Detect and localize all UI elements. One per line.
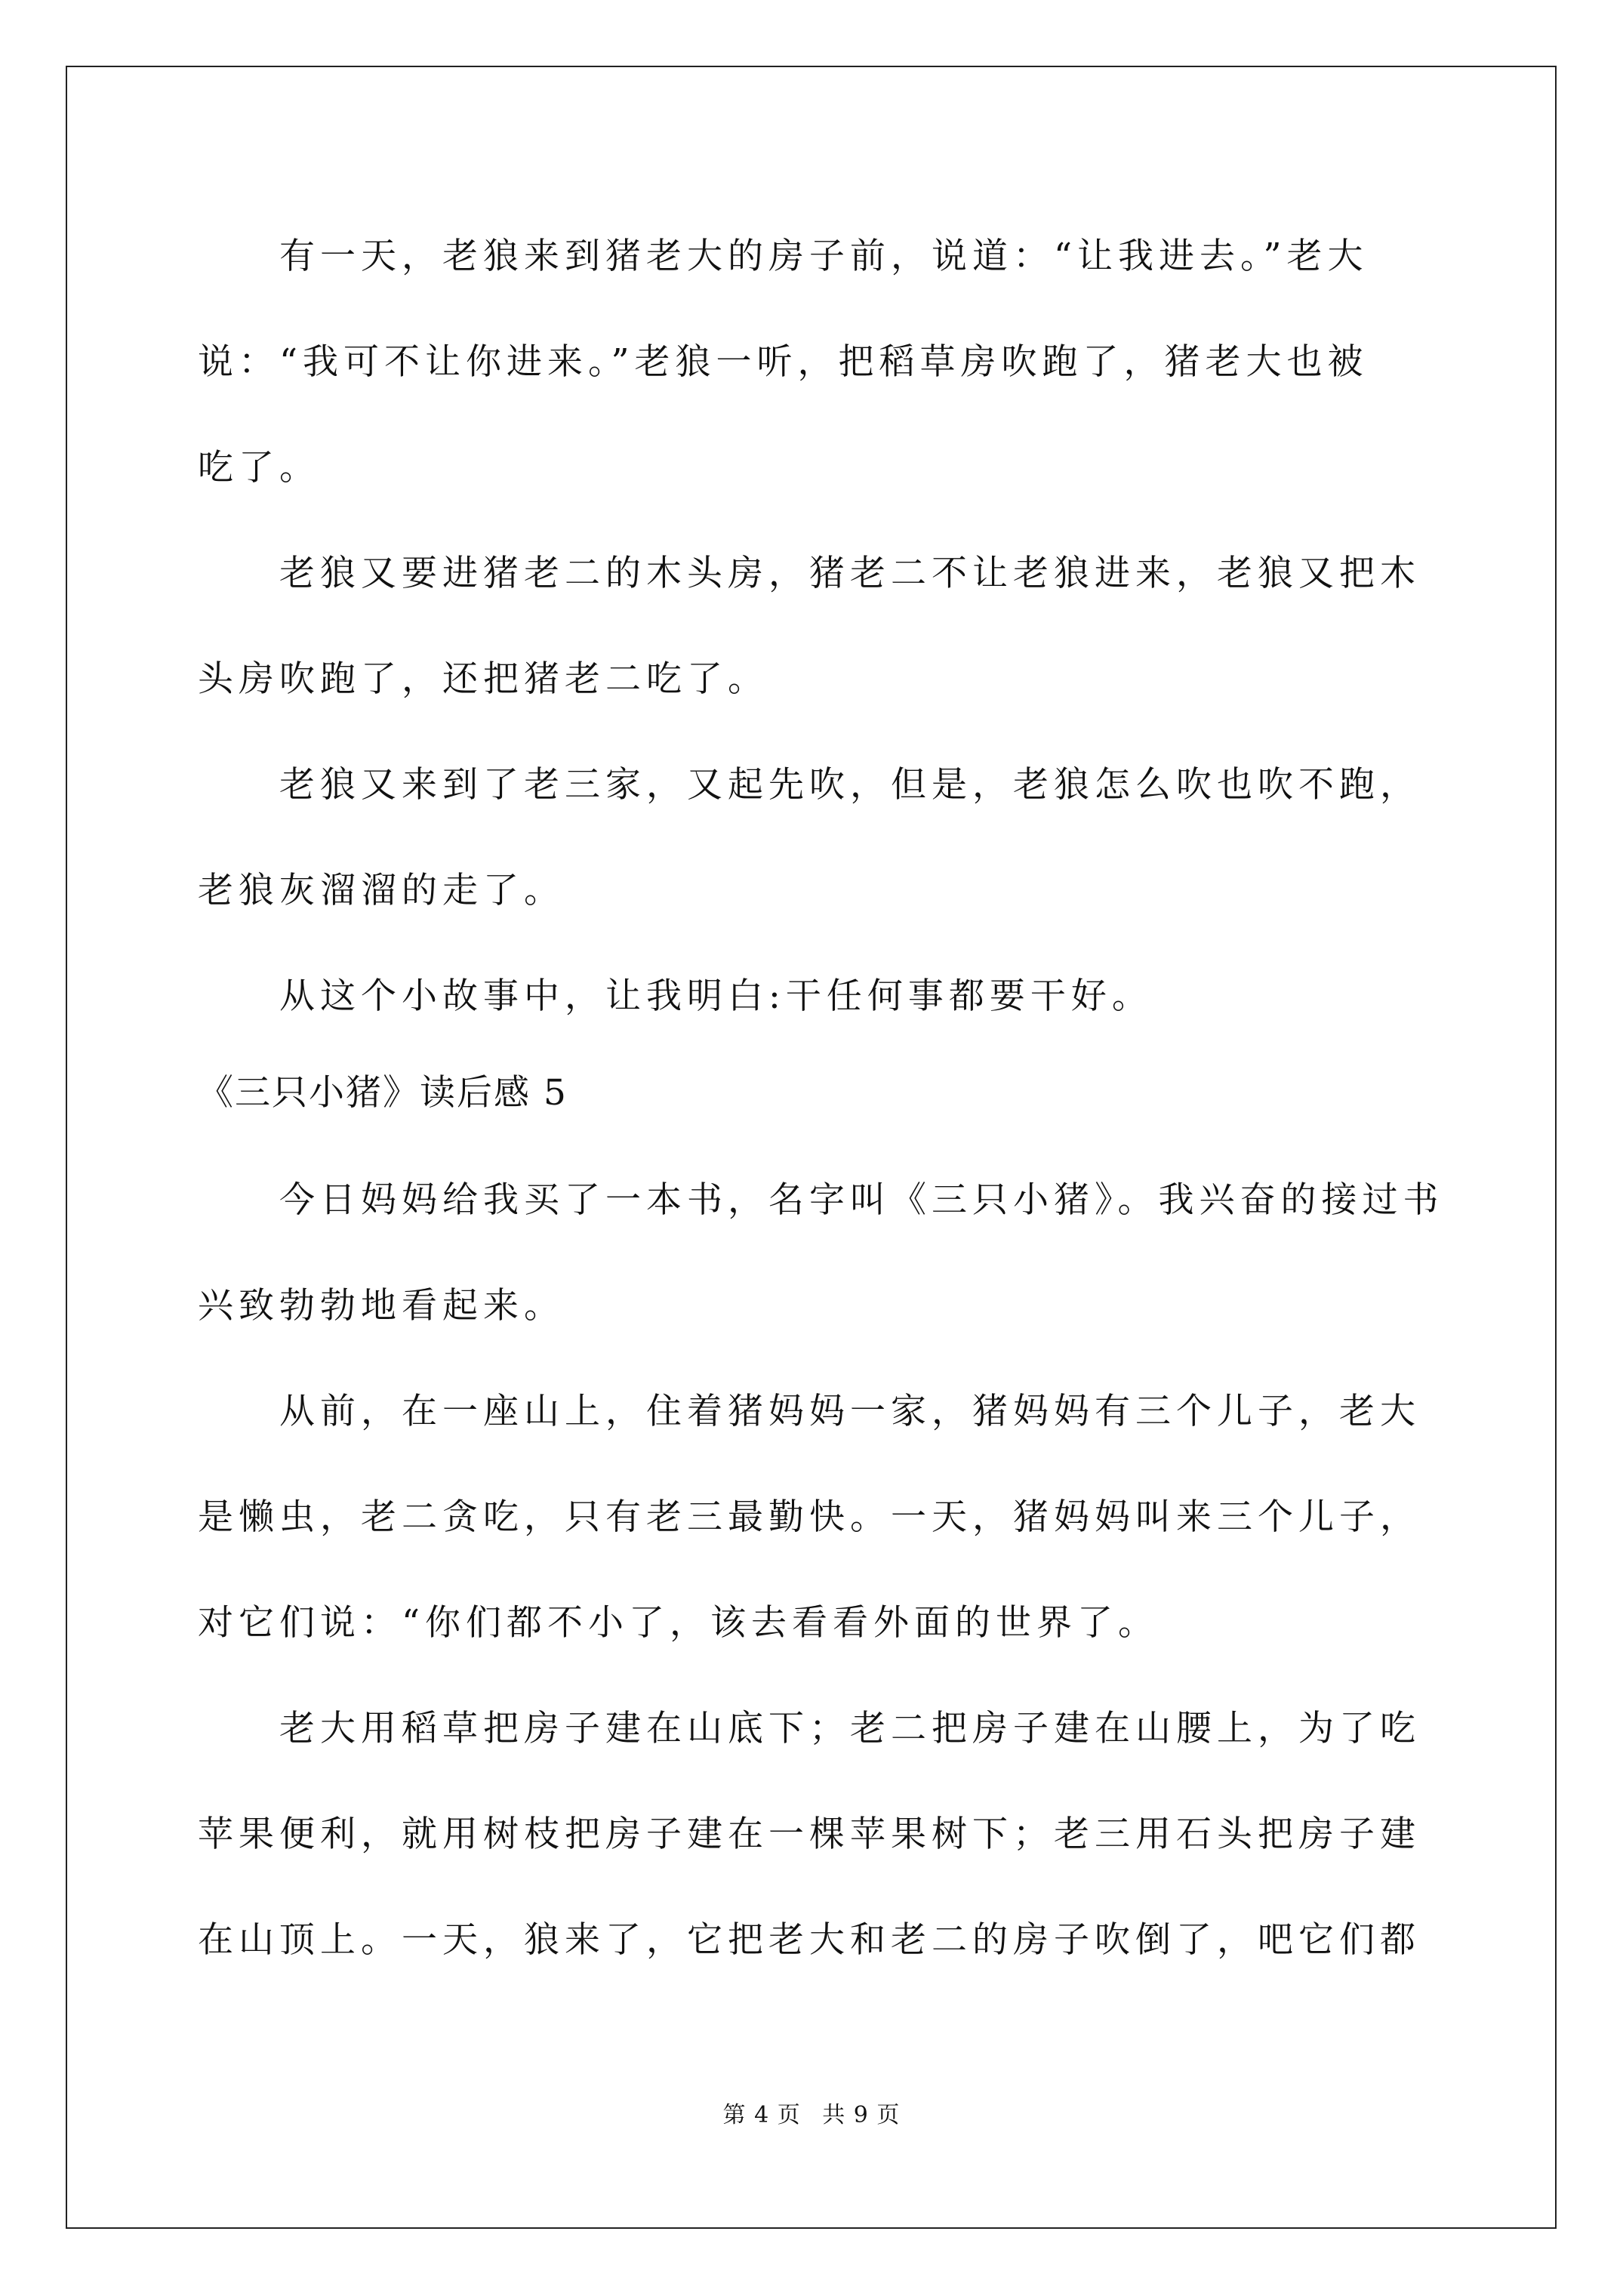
paragraph-line: 说：“我可不让你进来。”老狼一听，把稻草房吹跑了，猪老大也被 xyxy=(198,341,1369,383)
paragraph-line: 今日妈妈给我买了一本书，名字叫《三只小猪》。我兴奋的接过书 xyxy=(279,1179,1444,1221)
paragraph-line: 老狼又来到了老三家，又起先吹，但是，老狼怎么吹也吹不跑， xyxy=(279,764,1421,806)
paragraph-line: 在山顶上。一天，狼来了，它把老大和老二的房子吹倒了，吧它们都 xyxy=(198,1919,1421,1961)
paragraph-line: 老狼又要进猪老二的木头房，猪老二不让老狼进来，老狼又把木 xyxy=(279,553,1421,594)
paragraph-line: 老狼灰溜溜的走了。 xyxy=(198,870,565,911)
paragraph-line: 有一天，老狼来到猪老大的房子前，说道：“让我进去。”老大 xyxy=(279,236,1369,277)
section-heading: 《三只小猪》读后感 5 xyxy=(198,1072,568,1114)
page-footer xyxy=(0,2100,1623,2131)
page-border xyxy=(66,66,1557,2229)
paragraph-line: 兴致勃勃地看起来。 xyxy=(198,1285,565,1327)
page-total: 共 9 页 xyxy=(822,2102,901,2128)
paragraph-line: 吃了。 xyxy=(198,447,320,488)
page-number: 第 4 页 xyxy=(722,2102,801,2128)
paragraph-line: 头房吹跑了，还把猪老二吃了。 xyxy=(198,658,768,700)
paragraph-line: 是懒虫，老二贪吃，只有老三最勤快。一天，猪妈妈叫来三个儿子， xyxy=(198,1496,1421,1538)
paragraph-line: 对它们说：“你们都不小了，该去看看外面的世界了。 xyxy=(198,1602,1160,1644)
paragraph-line: 老大用稻草把房子建在山底下；老二把房子建在山腰上，为了吃 xyxy=(279,1708,1421,1749)
paragraph-line: 从前，在一座山上，住着猪妈妈一家，猪妈妈有三个儿子，老大 xyxy=(279,1391,1421,1432)
paragraph-line: 从这个小故事中，让我明白:干任何事都要干好。 xyxy=(279,975,1153,1017)
paragraph-line: 苹果便利，就用树枝把房子建在一棵苹果树下；老三用石头把房子建 xyxy=(198,1814,1421,1855)
